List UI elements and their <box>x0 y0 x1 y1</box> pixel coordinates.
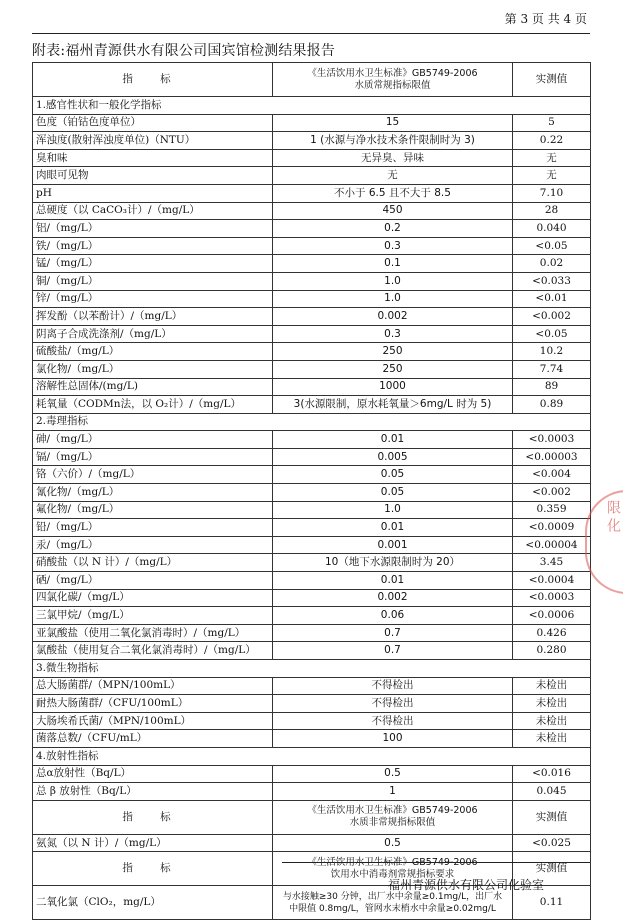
item-name: 硫酸盐/（mg/L） <box>33 343 273 361</box>
limit-value: 0.5 <box>273 765 513 783</box>
header-standard-line2: 水质非常规指标限值 <box>349 817 436 829</box>
header-measured: 实测值 <box>513 800 591 834</box>
measured-value: 7.74 <box>513 360 591 378</box>
header-measured: 实测值 <box>513 852 591 886</box>
measured-value: <0.0006 <box>513 607 591 625</box>
measured-value: 5 <box>513 114 591 132</box>
item-name: 耗氧量（CODMn法，以 O₂计）/（mg/L） <box>33 396 273 414</box>
report-title: 附表:福州青源供水有限公司国宾馆检测结果报告 <box>32 43 336 59</box>
measured-value: <0.002 <box>513 484 591 502</box>
measured-value: <0.025 <box>513 834 591 852</box>
header-measured: 实测值 <box>513 63 591 97</box>
table-row <box>33 730 591 748</box>
limit-value: 0.2 <box>273 220 513 238</box>
measured-value: 7.10 <box>513 184 591 202</box>
item-name: 锌/（mg/L） <box>33 290 273 308</box>
section-title: 2.毒理指标 <box>33 413 591 431</box>
page-number: 第 3 页 共 4 页 <box>504 12 587 26</box>
measured-value: 89 <box>513 378 591 396</box>
section-row <box>33 97 591 115</box>
measured-value: <0.05 <box>513 325 591 343</box>
table-row <box>33 572 591 590</box>
measured-value: <0.01 <box>513 290 591 308</box>
limit-value: 1.0 <box>273 272 513 290</box>
section-row <box>33 413 591 431</box>
measured-value: <0.004 <box>513 466 591 484</box>
limit-value: 0.05 <box>273 466 513 484</box>
limit-value: 0.7 <box>273 624 513 642</box>
table-row <box>33 396 591 414</box>
table-row <box>33 554 591 572</box>
limit-value: 0.01 <box>273 572 513 590</box>
item-name: 汞/（mg/L） <box>33 536 273 554</box>
item-name: 硝酸盐（以 N 计）/（mg/L） <box>33 554 273 572</box>
item-name: 氯化物/（mg/L） <box>33 360 273 378</box>
measured-value: <0.00003 <box>513 448 591 466</box>
measured-value: 未检出 <box>513 677 591 695</box>
measured-value: 未检出 <box>513 712 591 730</box>
table-row <box>33 448 591 466</box>
measured-value: 3.45 <box>513 554 591 572</box>
table-row <box>33 343 591 361</box>
header-divider <box>32 33 590 34</box>
item-name: 总大肠菌群/（MPN/100mL） <box>33 677 273 695</box>
measured-value: <0.033 <box>513 272 591 290</box>
results-table-body <box>33 63 591 920</box>
limit-value: 1.0 <box>273 290 513 308</box>
limit-value: 1 (水源与净水技术条件限制时为 3) <box>273 132 513 150</box>
header-standard-line2: 水质常规指标限值 <box>354 79 431 91</box>
limit-value: 无异臭、异味 <box>273 149 513 167</box>
item-name: 总 β 放射性（Bq/L） <box>33 783 273 801</box>
measured-value: <0.0003 <box>513 589 591 607</box>
table-row <box>33 167 591 185</box>
limit-value: 0.05 <box>273 484 513 502</box>
table-row <box>33 712 591 730</box>
table-row <box>33 132 591 150</box>
table-row <box>33 255 591 273</box>
table-row <box>33 360 591 378</box>
item-name: 肉眼可见物 <box>33 167 273 185</box>
limit-value: 250 <box>273 343 513 361</box>
measured-value: <0.002 <box>513 308 591 326</box>
limit-value: 不小于 6.5 且不大于 8.5 <box>273 184 513 202</box>
header-standard-line1: 《生活饮用水卫生标准》GB5749-2006 <box>307 805 478 817</box>
limit-value: 3(水源限制，原水耗氧量＞6mg/L 时为 5) <box>273 396 513 414</box>
item-name: 锰/（mg/L） <box>33 255 273 273</box>
footer-lab-name: 福州青源供水有限公司化验室 <box>388 878 545 892</box>
limit-value: 15 <box>273 114 513 132</box>
item-name: 臭和味 <box>33 149 273 167</box>
table-row <box>33 677 591 695</box>
limit-value: 无 <box>273 167 513 185</box>
table-row <box>33 765 591 783</box>
table-row <box>33 536 591 554</box>
limit-value: 1 <box>273 783 513 801</box>
table-row <box>33 695 591 713</box>
section-row <box>33 660 591 678</box>
table-header-row <box>33 63 591 97</box>
limit-value: 450 <box>273 202 513 220</box>
table-row <box>33 308 591 326</box>
section-title: 4.放射性指标 <box>33 747 591 765</box>
item-name: 铬（六价）/（mg/L） <box>33 466 273 484</box>
measured-value: 0.11 <box>513 886 591 920</box>
item-name: 色度（铂钴色度单位） <box>33 114 273 132</box>
table-header-row-nonroutine <box>33 800 591 834</box>
item-name: 砷/（mg/L） <box>33 431 273 449</box>
item-name: 硒/（mg/L） <box>33 572 273 590</box>
measured-value: 0.040 <box>513 220 591 238</box>
item-name: 阴离子合成洗涤剂/（mg/L） <box>33 325 273 343</box>
table-row <box>33 149 591 167</box>
section-title: 3.微生物指标 <box>33 660 591 678</box>
limit-value: 100 <box>273 730 513 748</box>
limit-value: 0.005 <box>273 448 513 466</box>
limit-note-line1: 与水接触≥30 分钟，出厂水中余量≥0.1mg/L，出厂水 <box>282 891 503 902</box>
item-name: 耐热大肠菌群/（CFU/100mL） <box>33 695 273 713</box>
measured-value: <0.0004 <box>513 572 591 590</box>
limit-value: 1000 <box>273 378 513 396</box>
measured-value: <0.016 <box>513 765 591 783</box>
table-row <box>33 501 591 519</box>
measured-value: <0.0003 <box>513 431 591 449</box>
measured-value: 0.280 <box>513 642 591 660</box>
limit-value: 不得检出 <box>273 695 513 713</box>
limit-value: 0.01 <box>273 519 513 537</box>
limit-value: 10（地下水源限制时为 20） <box>273 554 513 572</box>
header-standard <box>273 63 513 97</box>
item-name: 铅/（mg/L） <box>33 519 273 537</box>
measured-value: 未检出 <box>513 730 591 748</box>
table-row <box>33 589 591 607</box>
measured-value: 无 <box>513 149 591 167</box>
item-name: 氨氮（以 N 计）/（mg/L） <box>33 834 273 852</box>
measured-value: <0.0009 <box>513 519 591 537</box>
limit-value: 0.002 <box>273 589 513 607</box>
table-row <box>33 624 591 642</box>
limit-value: 不得检出 <box>273 677 513 695</box>
measured-value: 0.02 <box>513 255 591 273</box>
limit-value: 1.0 <box>273 501 513 519</box>
stamp-text: 限化 <box>605 500 621 536</box>
limit-value: 0.06 <box>273 607 513 625</box>
limit-value: 0.1 <box>273 255 513 273</box>
item-name: 浑浊度(散射浑浊度单位)（NTU） <box>33 132 273 150</box>
limit-value: 0.7 <box>273 642 513 660</box>
table-row <box>33 202 591 220</box>
header-item: 指 标 <box>33 800 273 834</box>
limit-value: 250 <box>273 360 513 378</box>
header-standard-line1: 《生活饮用水卫生标准》GB5749-2006 <box>307 67 478 79</box>
table-row <box>33 272 591 290</box>
table-row <box>33 325 591 343</box>
measured-value: <0.05 <box>513 237 591 255</box>
limit-value: 0.002 <box>273 308 513 326</box>
limit-value: 0.5 <box>273 834 513 852</box>
item-name: 氯酸盐（使用复合二氧化氯消毒时）/（mg/L） <box>33 642 273 660</box>
measured-value: 未检出 <box>513 695 591 713</box>
item-name: 四氯化碳/（mg/L） <box>33 589 273 607</box>
header-item: 指 标 <box>33 63 273 97</box>
item-name: 二氧化氯（ClO₂，mg/L） <box>33 886 273 920</box>
limit-value: 0.001 <box>273 536 513 554</box>
item-name: 镉/（mg/L） <box>33 448 273 466</box>
measured-value: 0.426 <box>513 624 591 642</box>
item-name: 挥发酚（以苯酚计）/（mg/L） <box>33 308 273 326</box>
item-name: 铁/（mg/L） <box>33 237 273 255</box>
item-name: 氰化物/（mg/L） <box>33 484 273 502</box>
item-name: 三氯甲烷/（mg/L） <box>33 607 273 625</box>
measured-value: 0.359 <box>513 501 591 519</box>
item-name: 总α放射性（Bq/L） <box>33 765 273 783</box>
footer-divider <box>282 862 590 863</box>
measured-value: 无 <box>513 167 591 185</box>
measured-value: <0.00004 <box>513 536 591 554</box>
measured-value: 0.045 <box>513 783 591 801</box>
table-row <box>33 484 591 502</box>
limit-value: 0.3 <box>273 237 513 255</box>
table-row <box>33 378 591 396</box>
item-name: 菌落总数/（CFU/mL） <box>33 730 273 748</box>
header-item: 指 标 <box>33 852 273 886</box>
table-row <box>33 220 591 238</box>
table-row <box>33 519 591 537</box>
limit-note-line2: 中限值 0.8mg/L，管网水末梢水中余量≥0.02mg/L <box>289 903 496 914</box>
table-row-ammonia <box>33 834 591 852</box>
section-title: 1.感官性状和一般化学指标 <box>33 97 591 115</box>
table-row <box>33 783 591 801</box>
item-name: pH <box>33 184 273 202</box>
item-name: 大肠埃希氏菌/（MPN/100mL） <box>33 712 273 730</box>
item-name: 氟化物/（mg/L） <box>33 501 273 519</box>
measured-value: 0.89 <box>513 396 591 414</box>
item-name: 亚氯酸盐（使用二氧化氯消毒时）/（mg/L） <box>33 624 273 642</box>
results-table <box>32 62 591 920</box>
table-row <box>33 184 591 202</box>
item-name: 铝/（mg/L） <box>33 220 273 238</box>
section-row <box>33 747 591 765</box>
table-row <box>33 431 591 449</box>
table-row <box>33 237 591 255</box>
item-name: 铜/（mg/L） <box>33 272 273 290</box>
measured-value: 28 <box>513 202 591 220</box>
limit-value: 0.3 <box>273 325 513 343</box>
item-name: 总硬度（以 CaCO₃计）/（mg/L） <box>33 202 273 220</box>
table-row <box>33 114 591 132</box>
table-row <box>33 607 591 625</box>
limit-value: 0.01 <box>273 431 513 449</box>
header-standard <box>273 800 513 834</box>
measured-value: 0.22 <box>513 132 591 150</box>
table-row <box>33 290 591 308</box>
table-row <box>33 642 591 660</box>
item-name: 溶解性总固体/(mg/L) <box>33 378 273 396</box>
header-standard-line2: 饮用水中消毒剂常规指标要求 <box>330 868 455 880</box>
limit-value: 不得检出 <box>273 712 513 730</box>
table-row <box>33 466 591 484</box>
measured-value: 10.2 <box>513 343 591 361</box>
header-standard-line1: 《生活饮用水卫生标准》GB5749-2006 <box>307 856 478 868</box>
